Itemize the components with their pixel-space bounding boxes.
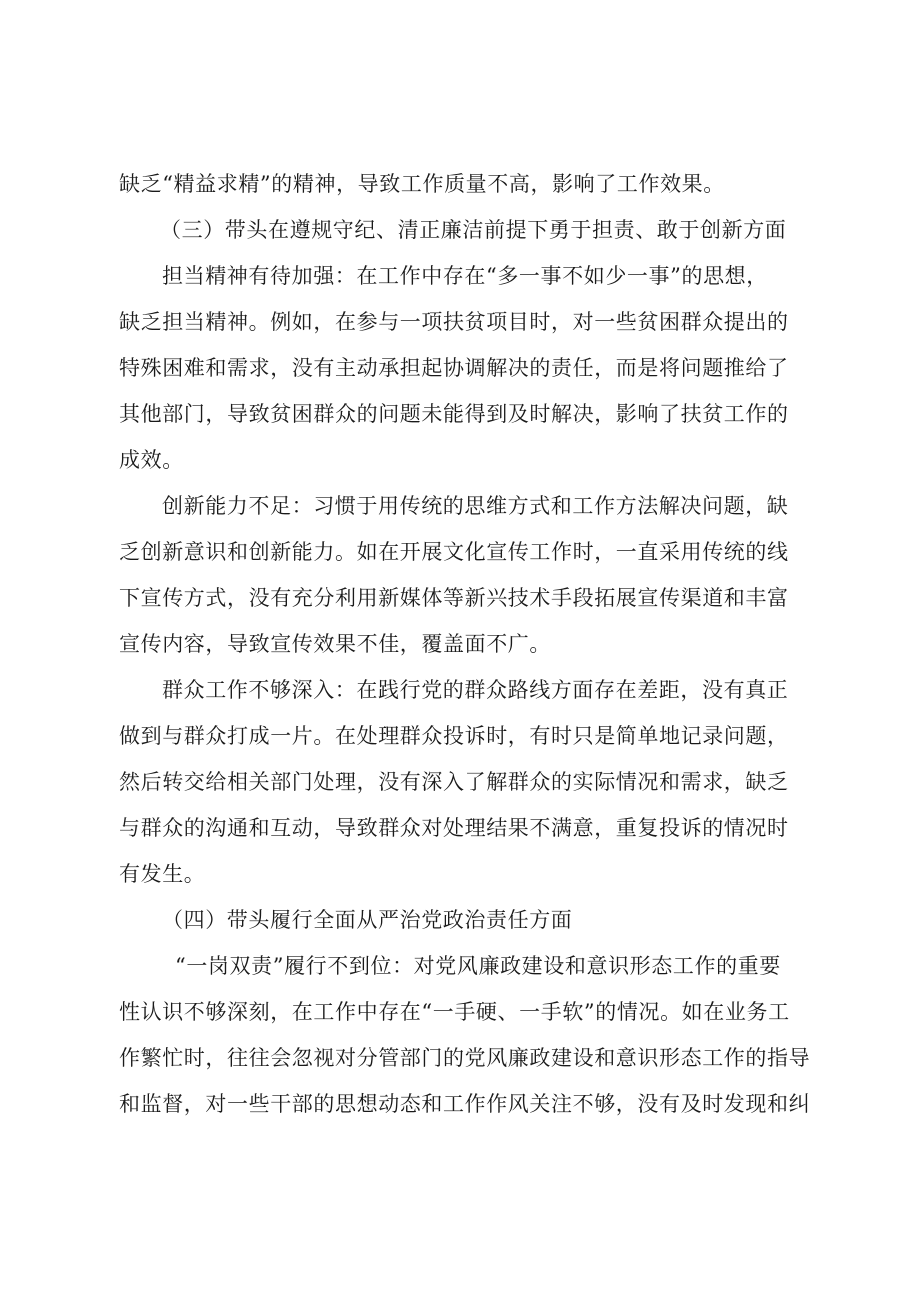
text-line-6: 其他部门，导致贫困群众的问题未能得到及时解决，影响了扶贫工作的 [119,402,789,426]
text-line-21: 和监督，对一些干部的思想动态和工作作风关注不够，没有及时发现和纠 [119,1092,811,1116]
text-line-18: “一岗双责”履行不到位：对党风廉政建设和意识形态工作的重要 [175,954,781,978]
section-heading-3: （三）带头在遵规守纪、清正廉洁前提下勇于担责、敢于创新方面 [160,218,787,242]
text-line-15: 与群众的沟通和互动，导致群众对处理结果不满意，重复投诉的情况时 [119,816,789,840]
text-line-11: 宣传内容，导致宣传效果不佳，覆盖面不广。 [119,632,551,656]
text-line-9: 乏创新意识和创新能力。如在开展文化宣传工作时，一直采用传统的线 [119,540,789,564]
text-line-5: 特殊困难和需求，没有主动承担起协调解决的责任，而是将问题推给了 [119,356,789,380]
text-line-16: 有发生。 [119,862,206,886]
text-line-1: 缺乏“精益求精”的精神，导致工作质量不高，影响了工作效果。 [119,172,725,196]
text-line-14: 然后转交给相关部门处理，没有深入了解群众的实际情况和需求，缺乏 [119,770,789,794]
text-line-7: 成效。 [119,448,184,472]
text-line-4: 缺乏担当精神。例如，在参与一项扶贫项目时，对一些贫困群众提出的 [119,310,789,334]
text-line-8: 创新能力不足：习惯于用传统的思维方式和工作方法解决问题，缺 [162,494,789,518]
section-heading-4: （四）带头履行全面从严治党政治责任方面 [162,908,573,932]
text-line-19: 性认识不够深刻，在工作中存在“一手硬、一手软”的情况。如在业务工 [119,1000,790,1024]
text-line-20: 作繁忙时，往往会忽视对分管部门的党风廉政建设和意识形态工作的指导 [119,1046,811,1070]
text-line-3: 担当精神有待加强：在工作中存在“多一事不如少一事”的思想， [162,264,768,288]
text-line-10: 下宣传方式，没有充分利用新媒体等新兴技术手段拓展宣传渠道和丰富 [119,586,789,610]
text-line-13: 做到与群众打成一片。在处理群众投诉时，有时只是简单地记录问题， [119,724,789,748]
text-line-12: 群众工作不够深入：在践行党的群众路线方面存在差距，没有真正 [162,678,789,702]
